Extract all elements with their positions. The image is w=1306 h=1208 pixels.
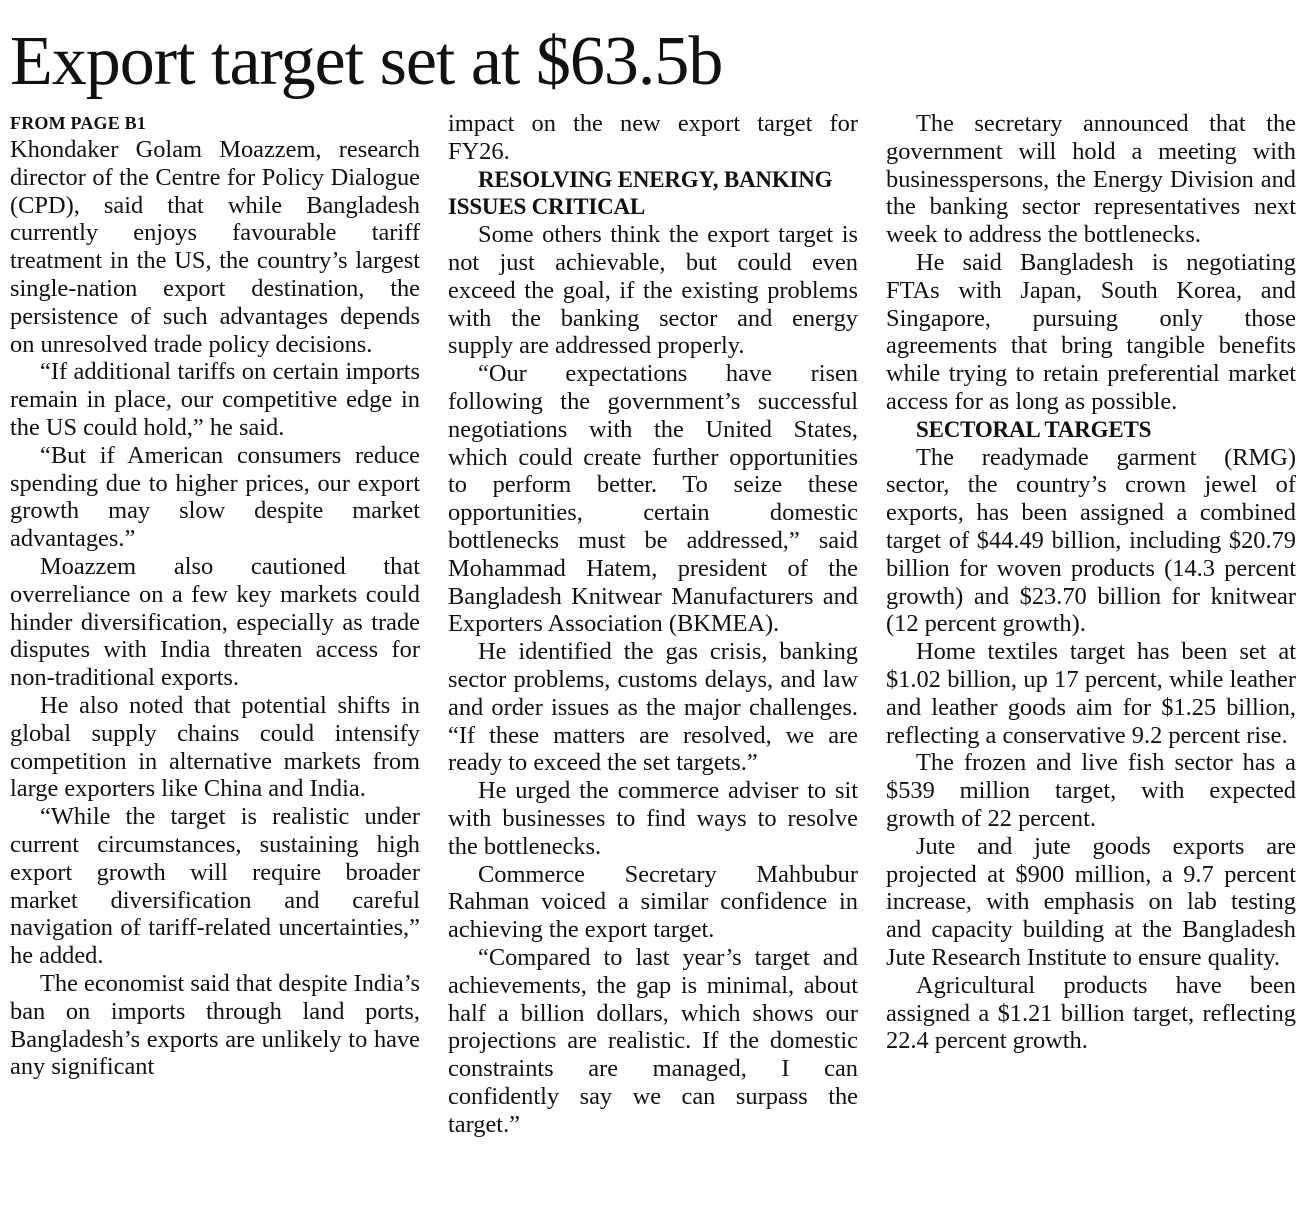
subhead: RESOLVING ENERGY, BANKING ISSUES CRITICAL [448,166,833,220]
paragraph: He identified the gas crisis, banking sector problems, customs delays, and law and order issues as the major challenges. “If these matters are resolved, we are ready to exceed the set targets.” [448,638,858,777]
paragraph: The secretary announced that the government will hold a meeting with businesspersons, the Energy Division and the banking sector representatives next week to address the bottlenecks. [886,110,1296,249]
headline: Export target set at $63.5b [10,23,723,100]
paragraph: Home textiles target has been set at $1.02 billion, up 17 percent, while leather and leather goods aim for $1.25 billion, reflecting a conservative 9.2 percent rise. [886,638,1296,749]
paragraph: He said Bangladesh is negotiating FTAs with Japan, South Korea, and Singapore, pursuing only those agreements that bring tangible benefits while trying to retain preferential market access for as long as possible. [886,248,1296,415]
article-column-1 [10,110,420,1081]
paragraph: Some others think the export target is not just achievable, but could even exceed the goal, if the existing problems with the banking sector and energy supply are addressed properly. [448,221,858,360]
paragraph: Agricultural products have been assigned a $1.21 billion target, reflecting 22.4 percent growth. [886,971,1296,1055]
paragraph: “But if American consumers reduce spending due to higher prices, our export growth may slow despite market advantages.” [10,441,420,553]
dateline: FROM PAGE B1 [10,113,147,133]
paragraph: Khondaker Golam Moazzem, research director of the Centre for Policy Dialogue (CPD), said that while Bangladesh currently enjoys favourable tariff treatment in the US, the country’s largest single-nation export destination, the persistence of such advantages depends on unresolved trade policy decisions. [10,136,420,358]
article-column-3 [886,110,1296,1055]
paragraph: “While the target is realistic under current circumstances, sustaining high export growth will require broader market diversification and careful navigation of tariff-related uncertainties,” he added. [10,803,420,970]
paragraph-continuation: impact on the new export target for FY26. [448,110,858,165]
paragraph: “Our expectations have risen following the government’s successful negotiations with the United States, which could create further opportunities to perform better. To seize these opportunities, certain domestic bottlenecks must be addressed,” said Mohammad Hatem, president of the Bangladesh Knitwear Manufacturers and Exporters Association (BKMEA). [448,360,858,638]
paragraph: The readymade garment (RMG) sector, the country’s crown jewel of exports, has been assigned a combined target of $44.49 billion, including $20.79 billion for woven products (14.3 percent growth) and $23.70 billion for knitwear (12 percent growth). [886,443,1296,638]
paragraph: Moazzem also cautioned that overreliance on a few key markets could hinder diversification, especially as trade disputes with India threaten access for non-traditional exports. [10,552,420,692]
paragraph: The frozen and live fish sector has a $539 million target, with expected growth of 22 percent. [886,749,1296,832]
paragraph: Jute and jute goods exports are projected at $900 million, a 9.7 percent increase, with emphasis on lab testing and capacity building at the Bangladesh Jute Research Institute to ensure quality. [886,832,1296,971]
paragraph: “If additional tariffs on certain imports remain in place, our competitive edge in the US could hold,” he said. [10,358,420,441]
paragraph: He also noted that potential shifts in global supply chains could intensify competition in alternative markets from large exporters like China and India. [10,691,420,803]
paragraph: Commerce Secretary Mahbubur Rahman voiced a similar confidence in achieving the export target. [448,860,858,944]
paragraph: The economist said that despite India’s ban on imports through land ports, Bangladesh’s exports are unlikely to have any significant [10,969,420,1081]
paragraph: “Compared to last year’s target and achievements, the gap is minimal, about half a billion dollars, which shows our projections are realistic. If the domestic constraints are managed, I can confidently say we can surpass the target.” [448,943,858,1138]
article-column-2 [448,110,858,1138]
subhead: SECTORAL TARGETS [916,416,1152,442]
paragraph: He urged the commerce adviser to sit with businesses to find ways to resolve the bottlenecks. [448,777,858,860]
